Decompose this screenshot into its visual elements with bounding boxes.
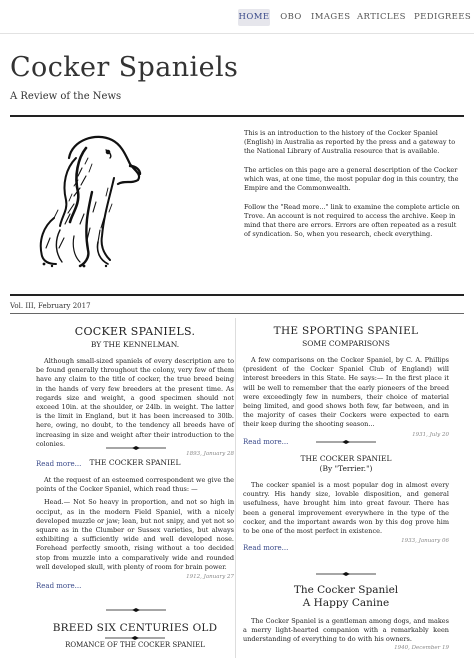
volume-rule xyxy=(10,313,464,314)
read-more-link[interactable]: Read more... xyxy=(36,460,82,469)
article-body: Although small-sized spaniels of every description are to be found generally throughout the colony, very few of them have any claim to the title of cocker, the true breed being in the hands of very few breeders at the present time. As regards size and weight, a good specimen should not exceed 10in. at the shoulder, or 24lb. in weight. The latter is the limit in England, but it has been increased to 30lb. here, owing, no doubt, to the tendency all breeds have of increasing in size and weight after their introduction to the colonies. xyxy=(36,357,234,448)
article-title: COCKER SPANIELS. xyxy=(74,325,196,338)
nav-articles[interactable]: ARTICLES xyxy=(357,12,406,22)
ornament-divider-icon xyxy=(105,636,165,640)
ornament-divider-icon xyxy=(106,446,166,450)
ornament-divider-icon xyxy=(316,440,376,444)
article-subtitle: ROMANCE OF THE COCKER SPANIEL xyxy=(65,641,205,649)
article-title: THE SPORTING SPANIEL xyxy=(273,325,419,337)
top-nav xyxy=(0,0,474,34)
article-subtitle: BY THE KENNELMAN. xyxy=(90,340,180,349)
read-more-link[interactable]: Read more... xyxy=(36,582,82,591)
nav-pedigrees[interactable]: PEDIGREES xyxy=(414,12,472,22)
site-title: Cocker Spaniels xyxy=(10,52,239,83)
intro-paragraph: This is an introduction to the history of the Cocker Spaniel (English) in Australia as reported by the press and a gateway to the National Library of Australia resource that is available. xyxy=(244,129,456,156)
intro-text xyxy=(244,129,464,249)
article-body: The Cocker Spaniel is a gentleman among dogs, and makes a merry light-hearted companion with a remarkably keen understanding of everything to do with his owners. xyxy=(243,617,449,644)
article-subtitle: (By "Terrier.") xyxy=(319,464,373,473)
read-more-link[interactable]: Read more... xyxy=(243,437,289,446)
article-happy-canine xyxy=(243,584,449,651)
intro-paragraph: The articles on this page are a general description of the Cocker which was, at one time, the most popular dog in this country, the Empire and the Commonwealth. xyxy=(244,165,459,193)
article-breed-six-centuries xyxy=(36,622,234,649)
read-more-link[interactable]: Read more... xyxy=(243,544,289,553)
article-title: THE COCKER SPANIEL xyxy=(300,454,392,463)
article-body: Head.— Not So heavy in proportion, and not so high in occiput, as in the modern Field Spaniel, with a nicely developed muzzle or jaw; lean, but not snipy, and yet not so square as in the Clumber or Sussex varieties, but always exhibiting a sufficiently wide and well developed nose. Forehead perfectly smooth, rising without a too decided stop from muzzle into a comparatively wide and rounded well developed skull, with plenty of room for brain power. xyxy=(36,498,234,571)
article-cocker-spaniel-terrier xyxy=(243,454,449,552)
article-body: The cocker spaniel is a most popular dog in almost every country. His handy size, lovable disposition, and general usefulness, have brought him into great favour. There has been a general improvement everywhere in the type of the cocker, and the important awards won by this dog prove him to be one of the most perfect in existence. xyxy=(243,481,449,536)
article-date: 1931, July 20 xyxy=(412,431,449,438)
volume-label: Vol. III, February 2017 xyxy=(10,302,91,310)
nav-obo[interactable]: OBO xyxy=(280,12,302,22)
article-date: 1893, January 28 xyxy=(186,451,234,458)
article-subtitle: SOME COMPARISONS xyxy=(302,339,390,348)
article-title: The Cocker Spaniel xyxy=(293,584,399,596)
header-rule-top xyxy=(10,115,464,117)
article-sporting-spaniel xyxy=(243,325,449,446)
article-title: BREED SIX CENTURIES OLD xyxy=(52,622,218,634)
article-date: 1912, January 27 xyxy=(186,574,234,581)
article-date: 1933, January 06 xyxy=(401,538,449,545)
nav-home[interactable]: HOME xyxy=(238,9,270,26)
header-rule-bottom xyxy=(10,294,464,296)
ornament-divider-icon xyxy=(316,572,376,576)
article-the-cocker-spaniel-points xyxy=(36,458,234,590)
article-body: A few comparisons on the Cocker Spaniel, by C. A. Phillips (president of the Cocker Spaniel Club of England) will interest breeders in this State. He says:— In the first place it will be well to remember that the early pioneers of the breed were exceedingly few in numbers, their choice of material being limited, and good shows both few, far between, and in the majority of cases their Cockers were expected to earn their keep during the shooting season... xyxy=(243,356,449,429)
column-divider xyxy=(235,318,236,658)
intro-paragraph: Follow the "Read more..." link to examine the complete article on Trove. An account is not required to access the archive. Keep in mind that there are errors. Errors are often repeated as a result of syndication. So, when you research, check everything. xyxy=(244,202,460,239)
nav-images[interactable]: IMAGES xyxy=(311,12,351,22)
article-date: 1940, December 19 xyxy=(394,644,449,651)
article-body: At the request of an esteemed correspondent we give the points of the Cocker Spaniel, which read thus: — xyxy=(36,476,234,494)
article-subtitle: A Happy Canine xyxy=(302,597,390,609)
site-subtitle: A Review of the News xyxy=(10,91,122,102)
article-title: THE COCKER SPANIEL xyxy=(89,458,181,467)
spaniel-illustration-icon xyxy=(14,118,234,270)
ornament-divider-icon xyxy=(106,608,166,612)
